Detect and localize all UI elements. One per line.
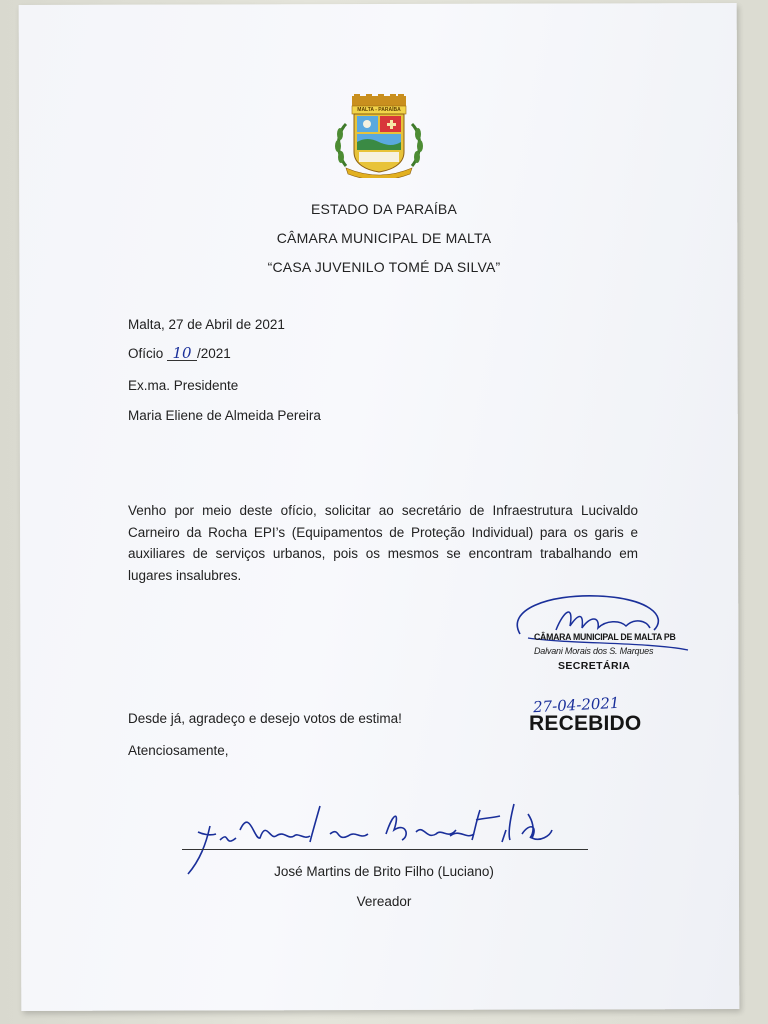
oficio-prefix: Ofício bbox=[128, 346, 168, 361]
signer-name: José Martins de Brito Filho (Luciano) bbox=[274, 864, 494, 879]
crest-banner-text: MALTA - PARAÍBA bbox=[357, 107, 401, 113]
date-line: Malta, 27 de Abril de 2021 bbox=[128, 317, 285, 332]
letter-body: Venho por meio deste ofício, solicitar ao secretário de Infraestrutura Lucivaldo Carneiro da Rocha EPI’s (Equipamentos de Proteção Individual) para os garis e auxiliares de serviços urbanos, pois os mesmos se encontram trabalhando em lugares insalubres. bbox=[128, 503, 638, 583]
header-house: “CASA JUVENILO TOMÉ DA SILVA” bbox=[267, 259, 501, 275]
thanks-line: Desde já, agradeço e desejo votos de estima! bbox=[128, 711, 402, 726]
stamp-secretary-title: SECRETÁRIA bbox=[558, 660, 631, 672]
signature-line bbox=[182, 849, 588, 850]
received-label: RECEBIDO bbox=[529, 712, 642, 735]
oficio-line bbox=[128, 346, 231, 361]
header-chamber: CÂMARA MUNICIPAL DE MALTA bbox=[276, 230, 492, 246]
reception-stamp bbox=[508, 590, 698, 690]
stamp-chamber: CÂMARA MUNICIPAL DE MALTA PB bbox=[534, 632, 676, 643]
oficio-number: 10 bbox=[167, 346, 197, 361]
closing-line: Atenciosamente, bbox=[128, 743, 229, 758]
salutation: Ex.ma. Presidente bbox=[128, 378, 239, 393]
received-date: 27-04-2021 bbox=[532, 693, 620, 717]
signer-title: Vereador bbox=[356, 894, 412, 909]
oficio-suffix: /2021 bbox=[197, 346, 231, 361]
stamp-secretary-name: Dalvani Morais dos S. Marques bbox=[534, 646, 654, 656]
recipient-name: Maria Eliene de Almeida Pereira bbox=[128, 408, 321, 423]
header-state: ESTADO DA PARAÍBA bbox=[310, 201, 458, 217]
